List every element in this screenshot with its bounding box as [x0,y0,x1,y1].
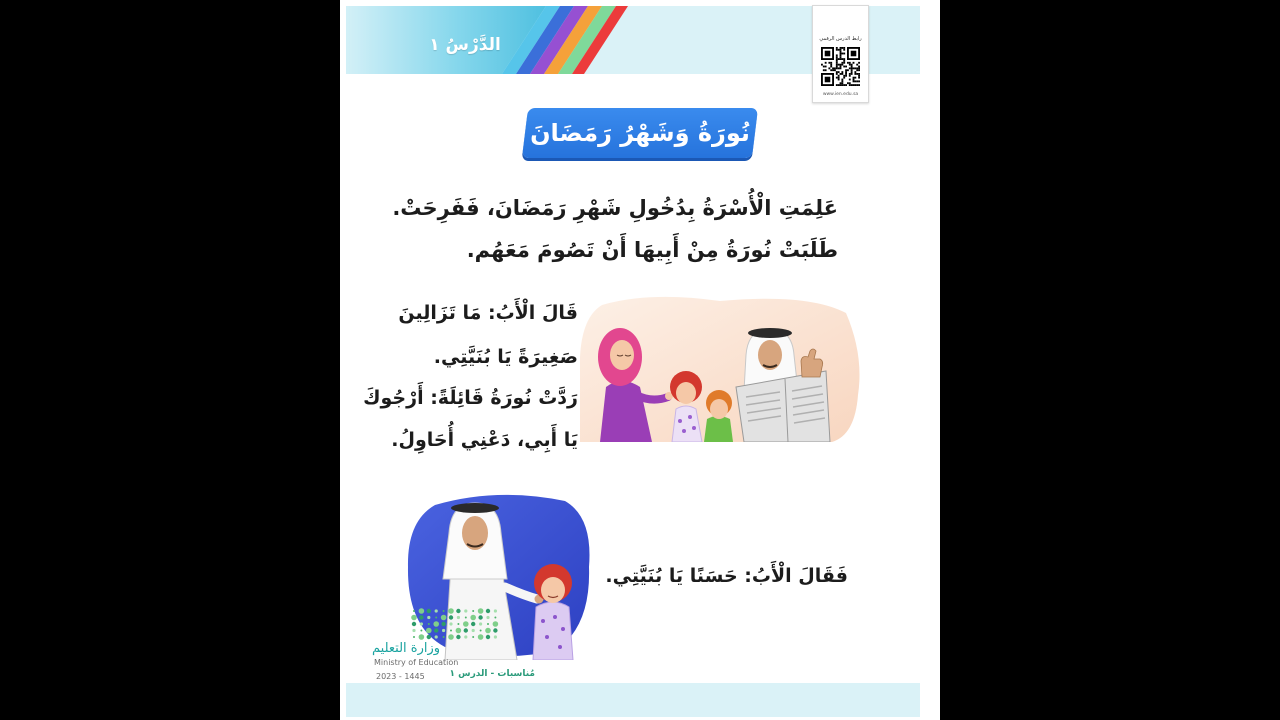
dialogue-line: صَغِيرَةً يَا بُنَيَّتِي. [433,346,578,368]
ministry-name-arabic: وزارة التعليم [372,641,441,656]
textbook-page [340,0,940,720]
closing-line: فَقَالَ الْأَبُ: حَسَنًا يَا بُنَيَّتِي. [605,565,848,587]
footer-band [346,683,920,717]
qr-caption: رابط الدرس الرقمي [819,36,862,42]
ministry-logo-pattern [410,607,500,641]
digital-lesson-qr-box [812,5,869,103]
page-title: نُورَةُ وَشَهْرُ رَمَضَانَ [530,119,750,147]
dialogue-line: يَا أَبِي، دَعْنِي أُحَاوِلُ. [391,429,578,451]
lesson-label: الدَّرْسُ ١ [429,35,501,55]
family-illustration [580,295,862,442]
qr-url: www.ien.edu.sa [822,92,859,97]
intro-line: عَلِمَتِ الْأُسْرَةُ بِدُخُولِ شَهْرِ رَمَضَانَ، فَفَرِحَتْ. [392,196,838,220]
qr-code-icon [821,47,860,86]
ministry-name-english: Ministry of Education [374,658,459,667]
title-banner [525,108,755,160]
dialogue-line: قَالَ الْأَبُ: مَا تَزَالِينَ [398,302,578,324]
intro-line: طَلَبَتْ نُورَةُ مِنْ أَبِيهَا أَنْ تَصُومَ مَعَهُم. [466,238,838,262]
dialogue-line: رَدَّتْ نُورَةُ قَائِلَةً: أَرْجُوكَ [363,387,578,409]
footer-section-label: مُناسبات - الدرس ١ [449,669,535,679]
edition-year: 2023 - 1445 [376,672,425,681]
